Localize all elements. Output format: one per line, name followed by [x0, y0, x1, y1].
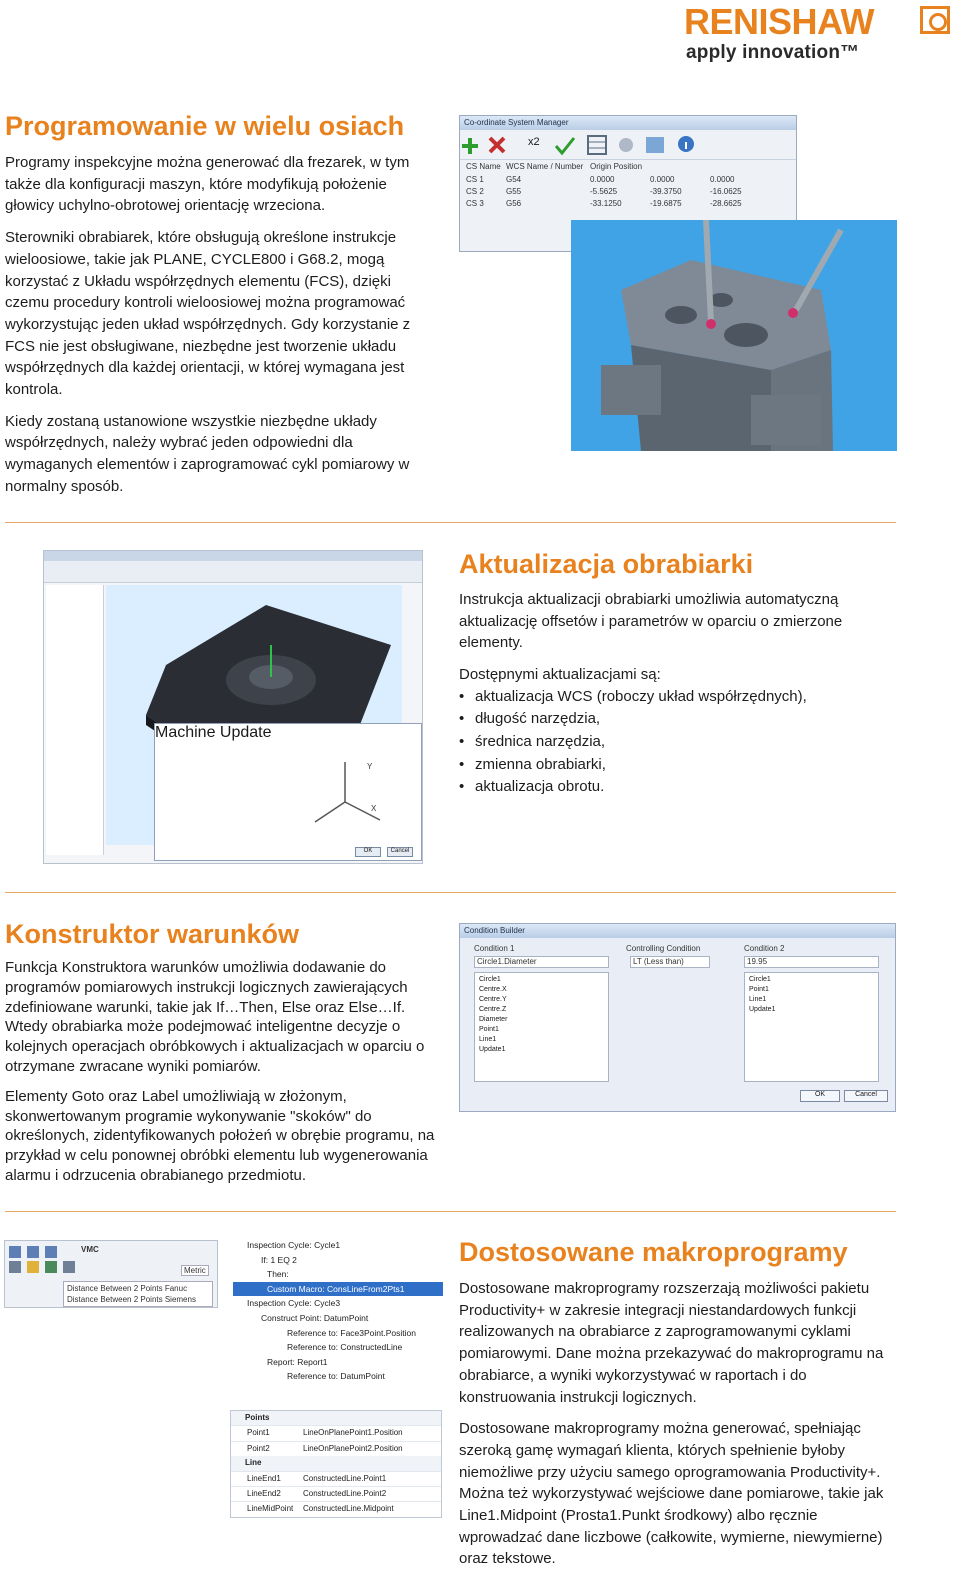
cs-cell: -5.5625: [590, 187, 618, 196]
machine-update-dialog: [154, 723, 422, 861]
section-body-multiaxis: [5, 152, 437, 508]
machine-select[interactable]: VMC: [81, 1245, 99, 1254]
paragraph: Funkcja Konstruktora warunków umożliwia dodawanie do programów pomiarowych instrukcji logicznych zawierających zdefiniowane warunki, takie jak If…Then, Else oraz Else…If. Wtedy obrabiarka może podejmować inteligentne decyzje o kolejnych operacjach obróbkowych i aktualizacjach w oparciu o otrzymane zwracane wyniki pomiarów.: [5, 959, 425, 1075]
check-icon: [556, 138, 574, 153]
cs-cell: -19.6875: [650, 199, 682, 208]
program-tree-item[interactable]: Reference to: DatumPoint: [287, 1371, 385, 1382]
toolbar-icons: [460, 130, 790, 160]
list-item: • aktualizacja WCS (roboczy układ współrzędnych),: [459, 686, 879, 709]
condition2-tree: [744, 972, 879, 1082]
dialog-title: Machine Update: [155, 724, 272, 741]
program-tree-item[interactable]: Then:: [267, 1269, 289, 1280]
window-title: Co-ordinate System Manager: [460, 116, 796, 130]
part-render-graphic: [571, 220, 897, 451]
cs-table: [460, 160, 796, 213]
toolbar-badge: x2: [528, 136, 540, 148]
axes-diagram: [155, 742, 421, 852]
condition2-label: Condition 2: [744, 944, 785, 953]
param-value: ConstructedLine.Point1: [303, 1473, 387, 1483]
param-name: Point1: [247, 1428, 270, 1438]
menu-item[interactable]: Distance Between 2 Points Fanuc: [67, 1284, 188, 1293]
cs-cell: -33.1250: [590, 199, 622, 208]
section-divider: [5, 522, 896, 523]
toolbar: [460, 130, 796, 160]
header-cell: CS Name: [466, 162, 501, 171]
program-tree-item[interactable]: If: 1 EQ 2: [261, 1254, 297, 1265]
program-tree-item[interactable]: Report: Report1: [267, 1356, 328, 1367]
section-title-machine-update: Aktualizacja obrabiarki: [459, 549, 754, 579]
machine-update-screenshot: [43, 550, 423, 864]
condition-builder-screenshot: [459, 923, 896, 1112]
tree-item[interactable]: Point1: [749, 986, 769, 993]
param-row[interactable]: [231, 1471, 441, 1486]
delete-cs-icon: [490, 138, 504, 152]
tree-item[interactable]: Point1: [479, 1026, 499, 1033]
param-row[interactable]: [231, 1501, 441, 1516]
grid-icon: [588, 136, 606, 154]
condition2-field[interactable]: 19.95: [744, 956, 879, 968]
cs-table-header: [466, 162, 790, 175]
section-divider: [5, 892, 896, 893]
logo-tagline: apply innovation™: [686, 42, 860, 63]
condition1-field[interactable]: Circle1.Diameter: [474, 956, 609, 968]
cs-cell: 0.0000: [590, 175, 615, 184]
section-body-condition-builder: [5, 958, 441, 1196]
paragraph: Sterowniki obrabiarek, które obsługują określone instrukcje wieloosiowe, takie jak PLANE, CYCLE800 i G68.2, mogą korzystać z Układu współrzędnych elementu (FCS), dzięki czemu procedury kontroli wieloosiowej można programować wykorzystując jeden układ współrzędnych. Gdy korzystanie z FCS nie jest obsługiwane, niezbędne jest tworzenie układu współrzędnych dla każdej orientacji, w której wymagana jest kontrola.: [5, 229, 411, 399]
param-name: LineEnd1: [247, 1473, 281, 1483]
section-title-condition-builder: Konstruktor warunków: [5, 919, 300, 949]
cancel-button[interactable]: Cancel: [387, 847, 413, 857]
app-titlebar: [44, 551, 422, 561]
program-tree-item[interactable]: Custom Macro: ConsLineFrom2Pts1: [233, 1282, 443, 1297]
renishaw-logo: [684, 2, 950, 64]
cs-cell: G54: [506, 175, 522, 184]
macro-menu: [63, 1281, 213, 1307]
param-value: LineOnPlanePoint2.Position: [303, 1443, 403, 1453]
cs-row[interactable]: [466, 175, 790, 187]
cs-table-body: [466, 175, 790, 211]
list-item: • aktualizacja obrotu.: [459, 776, 879, 799]
cs-cell: CS 2: [466, 187, 484, 196]
window-title: Condition Builder: [460, 924, 895, 938]
param-row[interactable]: [231, 1425, 441, 1440]
section-body-custom-macros: [459, 1278, 895, 1580]
app-toolbar: [44, 561, 422, 583]
tree-item[interactable]: Circle1: [479, 976, 501, 983]
cs-cell: -39.3750: [650, 187, 682, 196]
cs-cell: CS 3: [466, 199, 484, 208]
paragraph: Dostępnymi aktualizacjami są:: [459, 666, 661, 684]
tree-item[interactable]: Update1: [479, 1046, 506, 1053]
cs-image-icon: [646, 137, 664, 153]
param-value: ConstructedLine.Midpoint: [303, 1504, 394, 1514]
tree-item[interactable]: Centre.Z: [479, 1006, 507, 1013]
param-row[interactable]: [231, 1441, 441, 1456]
add-cs-icon: [462, 138, 478, 154]
controlling-condition-select[interactable]: LT (Less than): [630, 956, 710, 968]
tree-item[interactable]: Line1: [749, 996, 767, 1003]
program-tree-item[interactable]: Construct Point: DatumPoint: [261, 1312, 369, 1323]
axis-y-label: Y: [367, 762, 373, 771]
cs-row[interactable]: [466, 199, 790, 211]
cs-cell: 0.0000: [650, 175, 675, 184]
logo-wordmark: RENISHAW: [684, 1, 875, 42]
tree-item[interactable]: Centre.X: [479, 986, 507, 993]
axis-x-label: X: [371, 804, 377, 813]
controlling-condition-label: Controlling Condition: [626, 944, 701, 953]
condition1-tree: [474, 972, 609, 1082]
program-tree-item[interactable]: Reference to: ConstructedLine: [287, 1342, 403, 1353]
cs-cell: G55: [506, 187, 522, 196]
param-group-header[interactable]: Points: [231, 1411, 441, 1425]
param-group-header[interactable]: Line: [231, 1456, 441, 1470]
updates-list: [459, 686, 879, 799]
cs-cell: -16.0625: [710, 187, 742, 196]
param-name: LineEnd2: [247, 1489, 281, 1499]
section-body-machine-update: [459, 589, 879, 799]
paragraph: Kiedy zostaną ustanowione wszystkie niezbędne układy współrzędnych, należy wybrać jeden odpowiedni dla wymaganych elementów i zaprogramować cykl pomiarowy w normalny sposób.: [5, 412, 410, 495]
cancel-button[interactable]: Cancel: [844, 1090, 888, 1102]
condition1-label: Condition 1: [474, 944, 515, 953]
paragraph: Instrukcja aktualizacji obrabiarki umożliwia automatyczną aktualizację offsetów i parametrów w oparciu o zmierzone elementy.: [459, 591, 843, 652]
cs-cell: G56: [506, 199, 522, 208]
cs-cell: 0.0000: [710, 175, 735, 184]
macro-program-tree-screenshot: [233, 1238, 443, 1390]
ok-button[interactable]: OK: [355, 847, 381, 857]
ok-button[interactable]: OK: [800, 1090, 840, 1102]
param-value: ConstructedLine.Point2: [303, 1489, 387, 1499]
info-icon: [678, 136, 694, 152]
paragraph: Dostosowane makroprogramy rozszerzają możliwości pakietu Productivity+ w zakresie integracji niestandardowych funkcji realizowanych na obrabiarce z zaprogramowanymi cyklami pomiarowymi. Dane można przekazywać do makroprogramu na obrabiarce, a wyniki wykorzystywać w raportach i do konstruowania instrukcji logicznych.: [459, 1280, 884, 1406]
param-name: Point2: [247, 1443, 270, 1453]
program-tree-panel: [46, 585, 104, 855]
paragraph: Elementy Goto oraz Label umożliwiają w złożonym, skonwertowanym programie wykonywanie "skoków" do określonych, zidentyfikowanych położeń w obrębie programu, na przykład w celu ponownej obróbki elementu lub wygenerowania alarmu i odrzucenia obrabianego przedmiotu.: [5, 1087, 435, 1184]
settings-icon: [619, 138, 633, 152]
param-name: LineMidPoint: [247, 1504, 294, 1514]
program-tree-item[interactable]: Inspection Cycle: Cycle1: [247, 1240, 341, 1250]
paragraph: Dostosowane makroprogramy można generować, spełniając szeroką gamę wymagań klienta, których spełnienie byłoby niemożliwe przy użyciu samego oprogramowania Productivity+. Można też wykorzystywać wejściowe dane pomiarowe, takie jak Line1.Midpoint (Prosta1.Punkt środkowy) albo ręcznie wprowadzać dane liczbowe (całkowite, wymierne, niewymierne) oraz tekstowe.: [459, 1420, 884, 1568]
program-tree-item[interactable]: Inspection Cycle: Cycle3: [247, 1298, 341, 1309]
list-item: • zmienna obrabiarki,: [459, 754, 879, 777]
3d-part-render: [571, 220, 897, 451]
header-cell: Origin Position: [590, 162, 643, 171]
tree-item[interactable]: Line1: [479, 1036, 497, 1043]
section-title-multiaxis: Programowanie w wielu osiach: [5, 111, 405, 141]
units-select[interactable]: Metric: [181, 1265, 209, 1276]
tree-item[interactable]: Diameter: [479, 1016, 508, 1023]
list-item: • długość narzędzia,: [459, 708, 879, 731]
param-row[interactable]: [231, 1486, 441, 1501]
param-value: LineOnPlanePoint1.Position: [303, 1428, 403, 1438]
tree-item[interactable]: Circle1: [749, 976, 771, 983]
tree-item[interactable]: Update1: [749, 1006, 776, 1013]
section-title-custom-macros: Dostosowane makroprogramy: [459, 1237, 848, 1267]
cs-cell: -28.6625: [710, 199, 742, 208]
paragraph: Programy inspekcyjne można generować dla frezarek, w tym także dla konfiguracji maszyn, które modyfikują położenie głowicy uchylno-obrotowej orientację wrzeciona.: [5, 154, 410, 215]
tree-item[interactable]: Centre.Y: [479, 996, 507, 1003]
cs-row[interactable]: [466, 187, 790, 199]
logo-emblem-icon: [920, 6, 950, 34]
header-cell: WCS Name / Number: [506, 162, 584, 171]
cs-cell: CS 1: [466, 175, 484, 184]
macro-parameters-table: [230, 1410, 442, 1518]
menu-item[interactable]: Distance Between 2 Points Siemens: [67, 1295, 196, 1304]
list-item: • średnica narzędzia,: [459, 731, 879, 754]
macro-toolbar-screenshot: [4, 1240, 218, 1308]
section-divider: [5, 1211, 896, 1212]
program-tree-item[interactable]: Reference to: Face3Point.Position: [287, 1327, 416, 1338]
